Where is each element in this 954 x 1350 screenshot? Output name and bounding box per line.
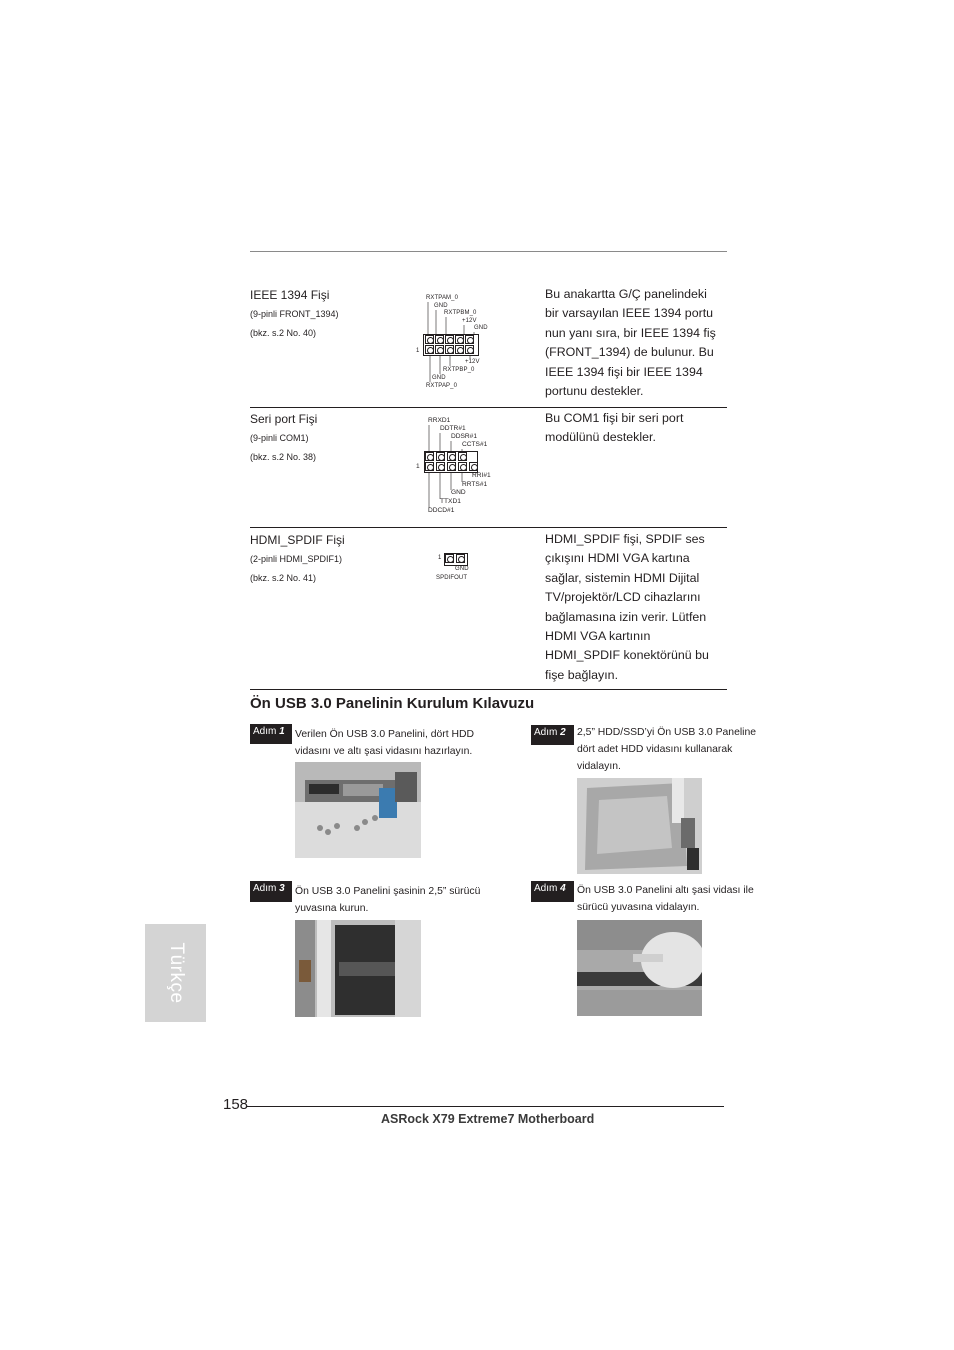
com1-pins: (9-pinli COM1) <box>250 433 309 443</box>
com1-title: Seri port Fişi <box>250 412 318 426</box>
step-2-badge: Adım 2 <box>531 725 574 745</box>
step-3-badge: Adım 3 <box>250 881 292 902</box>
row-divider <box>250 527 727 528</box>
hdmi-spdif-description: HDMI_SPDIF fişi, SPDIF ses çıkışını HDMI VGA kartına sağlar, sistemin HDMI Dijital TV/projektör/LCD cihazlarını bağlamasına izin verir. Lütfen HDMI VGA kartının HDMI_SPDIF konektörünü bu fişe bağlayın. <box>545 532 709 682</box>
pin-label: 1 <box>438 555 442 561</box>
pin-label: 1 <box>416 463 420 470</box>
pin-label: RXTPAM_0 <box>426 295 459 301</box>
pin-label: DDCD#1 <box>428 507 455 514</box>
pin-label: GND <box>432 375 446 381</box>
ieee1394-description: Bu anakartta G/Ç panelindeki bir varsayılan IEEE 1394 portu nun yanı sıra, bir IEEE 1394 fiş (FRONT_1394) de bulunur. Bu IEEE 1394 fişi bir IEEE 1394 portunu destekler. <box>545 287 716 399</box>
ieee1394-pins: (9-pinli FRONT_1394) <box>250 309 339 319</box>
hdmi-spdif-title: HDMI_SPDIF Fişi <box>250 533 345 547</box>
pin-label: DDSR#1 <box>451 433 478 440</box>
step-1-text: Verilen Ön USB 3.0 Panelini, dört HDD vidasını ve altı şasi vidasını hazırlayın. <box>295 729 475 757</box>
com1-ref: (bkz. s.2 No. 38) <box>250 452 317 462</box>
footer-rule <box>247 1106 724 1107</box>
pin-label: RRI#1 <box>472 472 491 479</box>
com1-description: Bu COM1 fişi bir seri port modülünü destekler. <box>545 411 684 445</box>
step-1-photo <box>295 762 421 858</box>
pin-label: GND <box>474 325 488 331</box>
hdmi-spdif-pins: (2-pinli HDMI_SPDIF1) <box>250 554 343 564</box>
pin-label: GND <box>451 489 466 496</box>
top-rule <box>250 251 727 252</box>
hdmi-spdif-ref: (bkz. s.2 No. 41) <box>250 573 317 583</box>
pin-label: RXTPBM_0 <box>444 310 477 316</box>
pin-label: TTXD1 <box>440 498 461 505</box>
ieee1394-title: IEEE 1394 Fişi <box>250 288 330 302</box>
pin-label: GND <box>434 303 448 309</box>
step-4-text: Ön USB 3.0 Panelini altı şasi vidası ile sürücü yuvasına vidalayın. <box>577 885 754 913</box>
pin-label: DDTR#1 <box>440 425 466 432</box>
pin-label: SPDIFOUT <box>436 575 468 581</box>
hdmi-spdif-diagram <box>430 550 490 586</box>
pin-label: RXTPBP_0 <box>443 367 475 373</box>
pin-label: RRXD1 <box>428 417 451 424</box>
step-3-photo <box>295 920 421 1017</box>
pin-label: CCTS#1 <box>462 441 488 448</box>
step-4-badge: Adım 4 <box>531 881 574 902</box>
pin-label: GND <box>455 566 469 572</box>
language-tab <box>145 924 206 1022</box>
page-number: 158 <box>223 1096 249 1113</box>
ieee1394-ref: (bkz. s.2 No. 40) <box>250 328 317 338</box>
pin-label: RXTPAP_0 <box>426 383 458 389</box>
step-1-badge: Adım 1 <box>250 724 292 744</box>
pin-label: +12V <box>465 359 480 365</box>
step-2-text: 2,5” HDD/SSD’yi Ön USB 3.0 Paneline dört adet HDD vidasını kullanarak vidalayın. <box>577 727 757 772</box>
pin-label: 1 <box>416 348 420 354</box>
step-4-photo <box>577 920 702 1016</box>
section-title: Ön USB 3.0 Panelinin Kurulum Kılavuzu <box>250 695 535 712</box>
pin-label: RRTS#1 <box>462 481 488 488</box>
row-divider <box>250 689 727 690</box>
row-divider <box>250 407 727 408</box>
step-3-text: Ön USB 3.0 Panelini şasinin 2,5” sürücü yuvasına kurun. <box>295 886 481 914</box>
ieee1394-diagram <box>410 292 520 392</box>
language-tab-label: Türkçe <box>165 942 187 1004</box>
footer-title: ASRock X79 Extreme7 Motherboard <box>381 1112 595 1126</box>
com1-diagram <box>410 414 520 518</box>
step-2-photo <box>577 778 702 874</box>
pin-label: +12V <box>462 318 477 324</box>
